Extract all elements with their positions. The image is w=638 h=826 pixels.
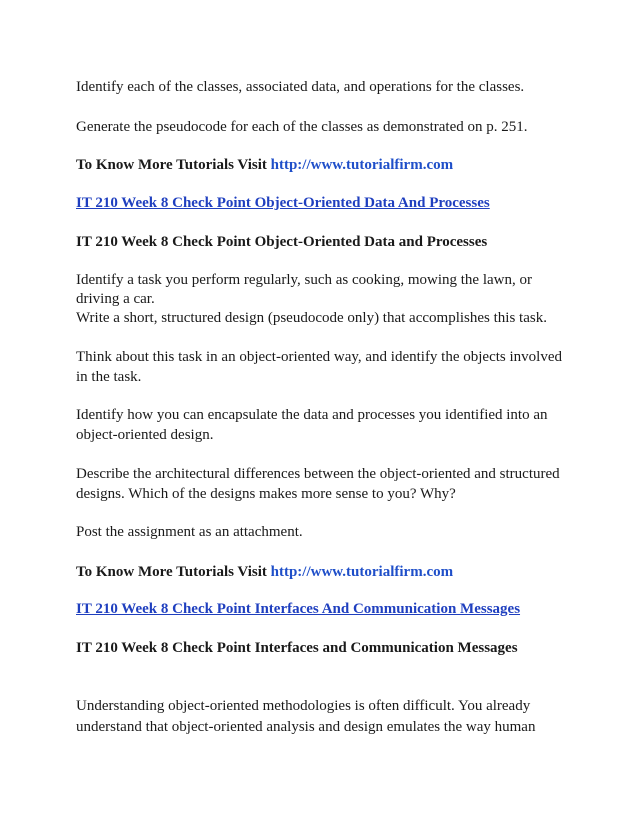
promo-line — [76, 156, 453, 174]
paragraph-line: Identify a task you perform regularly, such as cooking, mowing the lawn, or — [76, 272, 532, 288]
paragraph-line: Understanding object-oriented methodologies is often difficult. You already — [76, 698, 531, 714]
paragraph-line: designs. Which of the designs makes more sense to you? Why? — [76, 486, 456, 502]
tutorial-title-link[interactable]: IT 210 Week 8 Check Point Object-Oriented Data And Processes — [76, 195, 490, 211]
paragraph-line: Think about this task in an object-oriented way, and identify the objects involved — [76, 349, 562, 365]
instruction-line: Generate the pseudocode for each of the classes as demonstrated on p. 251. — [76, 119, 528, 135]
paragraph-line: in the task. — [76, 369, 142, 385]
section-heading: IT 210 Week 8 Check Point Interfaces and Communication Messages — [76, 640, 518, 656]
promo-prefix: To Know More Tutorials Visit — [76, 157, 271, 173]
instruction-line: Identify each of the classes, associated data, and operations for the classes. — [76, 79, 525, 95]
tutorial-title-link[interactable]: IT 210 Week 8 Check Point Interfaces And Communication Messages — [76, 601, 521, 617]
website-link[interactable]: http://www.tutorialfirm.com — [270, 564, 454, 580]
promo-prefix: To Know More Tutorials Visit — [76, 564, 271, 580]
paragraph-line: Write a short, structured design (pseudocode only) that accomplishes this task. — [76, 310, 547, 326]
website-link[interactable]: http://www.tutorialfirm.com — [270, 157, 454, 173]
paragraph-line: Describe the architectural differences between the object-oriented and structured — [76, 466, 560, 482]
paragraph-line: Identify how you can encapsulate the data and processes you identified into an — [76, 407, 548, 423]
paragraph-line: Post the assignment as an attachment. — [76, 524, 303, 540]
paragraph-line: understand that object-oriented analysis and design emulates the way human — [76, 719, 536, 735]
section-heading: IT 210 Week 8 Check Point Object-Oriented Data and Processes — [76, 234, 488, 250]
paragraph-line: object-oriented design. — [76, 427, 214, 443]
promo-line — [76, 563, 453, 581]
paragraph-line: driving a car. — [76, 291, 155, 307]
